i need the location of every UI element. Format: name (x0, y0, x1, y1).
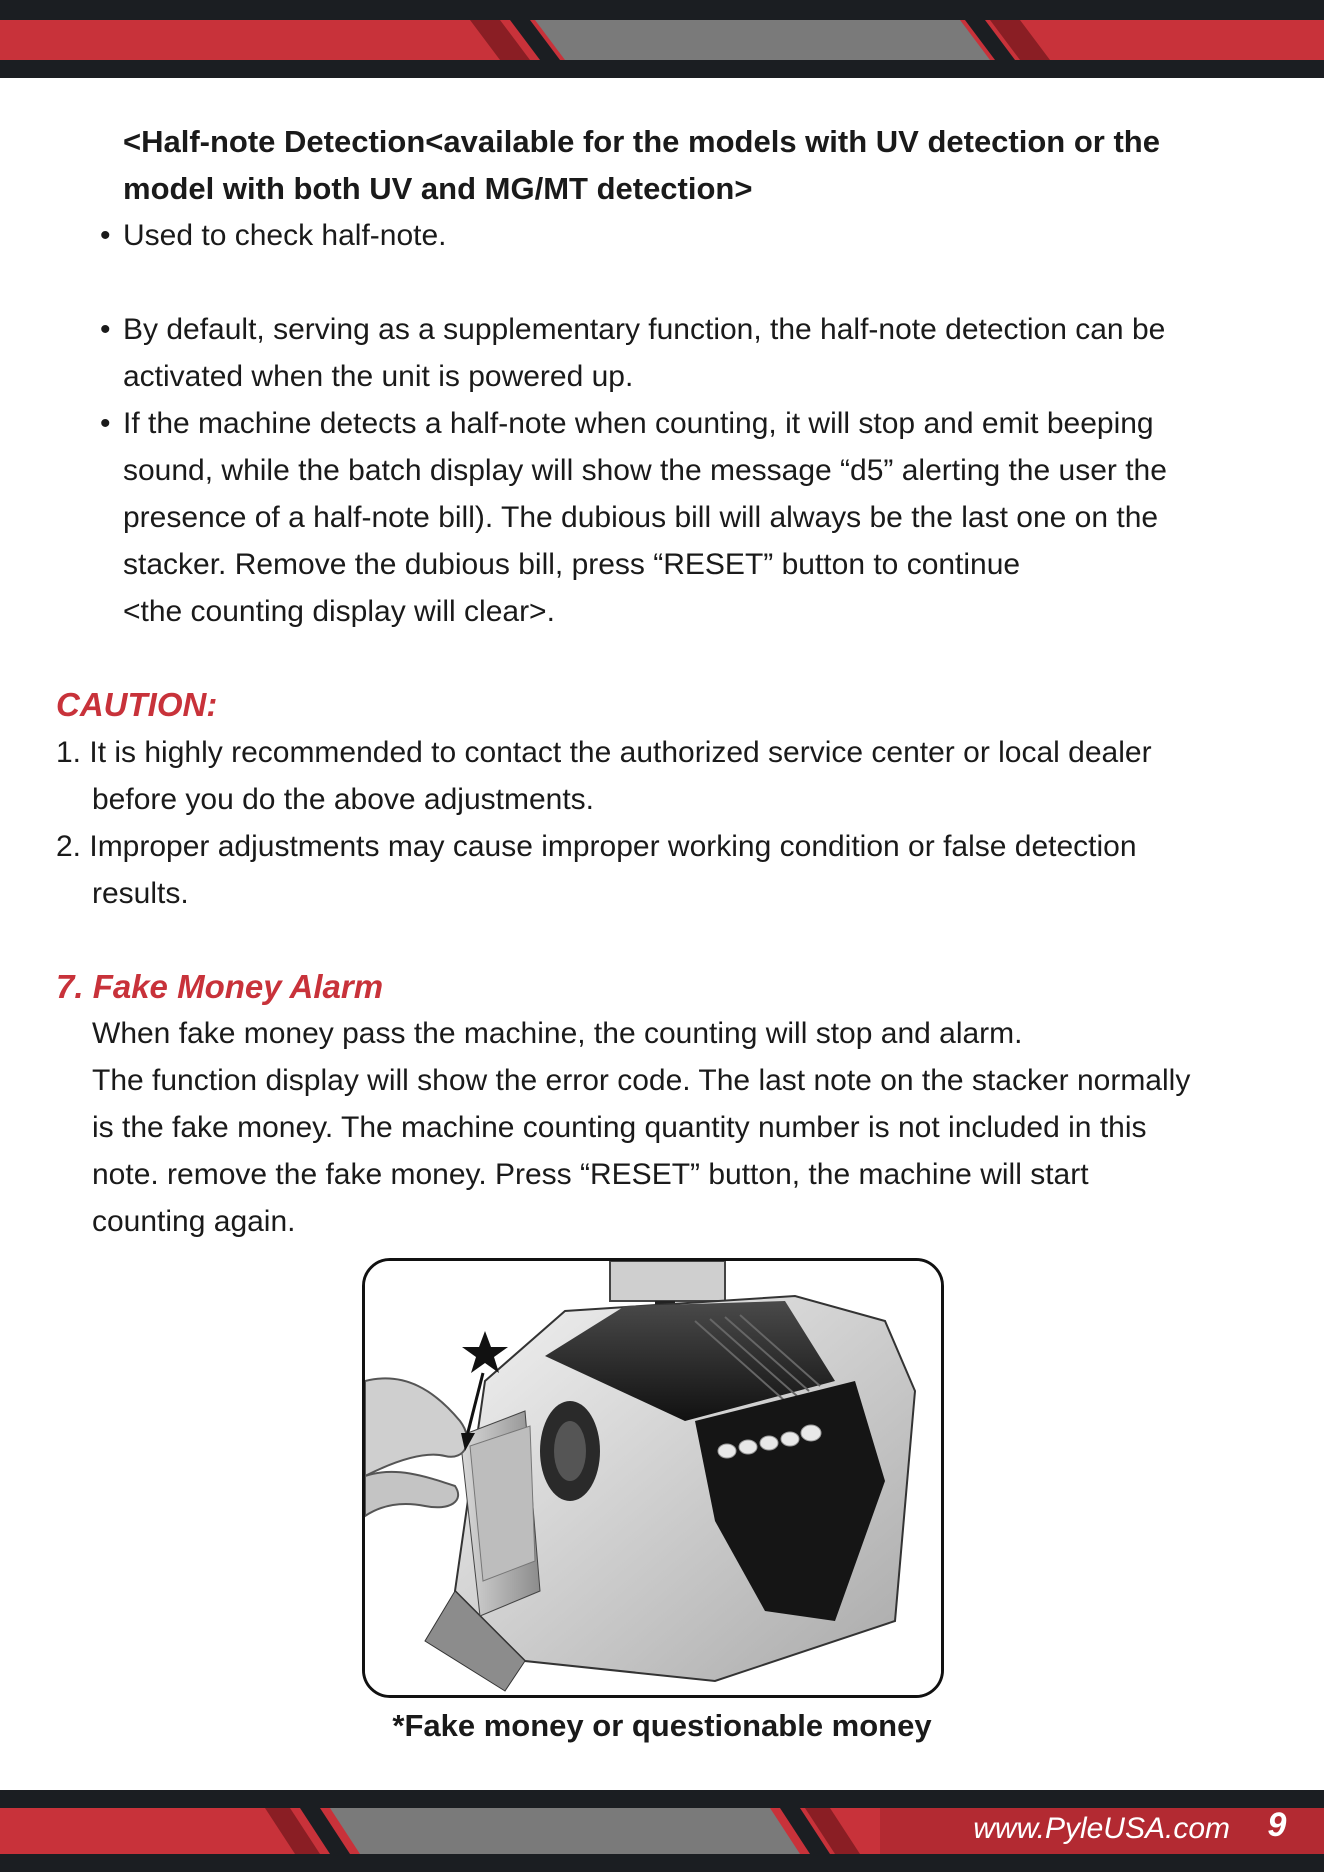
bullet-3-line2: sound, while the batch display will show the message “d5” alerting the user the (123, 454, 1167, 487)
figure-caption: *Fake money or questionable money (392, 1708, 932, 1743)
fake-money-line2: The function display will show the error code. The last note on the stacker normally (92, 1064, 1191, 1097)
caution-item-2-line2: results. (92, 877, 189, 910)
bullet-dot: • (100, 219, 111, 252)
half-note-heading-line1: <Half-note Detection<available for the models with UV detection or the (123, 124, 1160, 159)
bullet-2-line1: By default, serving as a supplementary function, the half-note detection can be (123, 313, 1166, 346)
bullet-3-line5: <the counting display will clear>. (123, 595, 555, 628)
caution-item-1-line1: 1. It is highly recommended to contact the authorized service center or local dealer (56, 736, 1152, 769)
money-counter-photo (362, 1258, 944, 1698)
bullet-3-line4: stacker. Remove the dubious bill, press “RESET” button to continue (123, 548, 1021, 581)
caution-item-2-line1: 2. Improper adjustments may cause improper working condition or false detection (56, 830, 1137, 863)
caution-title: CAUTION: (56, 686, 218, 723)
bullet-dot: • (100, 407, 111, 440)
bullet-3-line3: presence of a half-note bill). The dubious bill will always be the last one on the (123, 501, 1159, 534)
bullet-1-line1: Used to check half-note. (123, 219, 447, 252)
fake-money-line3: is the fake money. The machine counting quantity number is not included in this (92, 1111, 1147, 1144)
fake-money-line4: note. remove the fake money. Press “RESET” button, the machine will start (92, 1158, 1089, 1191)
fake-money-line5: counting again. (92, 1205, 296, 1238)
fake-money-title: 7. Fake Money Alarm (56, 968, 384, 1005)
caution-item-1-line2: before you do the above adjustments. (92, 783, 595, 816)
bullet-2-line2: activated when the unit is powered up. (123, 360, 634, 393)
page-number: 9 (1267, 1806, 1287, 1844)
bullet-3-line1: If the machine detects a half-note when counting, it will stop and emit beeping (123, 407, 1154, 440)
fake-money-line1: When fake money pass the machine, the counting will stop and alarm. (92, 1017, 1023, 1050)
footer-website-link[interactable]: www.PyleUSA.com (973, 1812, 1230, 1845)
header-decorative-band (0, 0, 1324, 78)
bullet-dot: • (100, 313, 111, 346)
half-note-heading-line2: model with both UV and MG/MT detection> (123, 171, 753, 206)
